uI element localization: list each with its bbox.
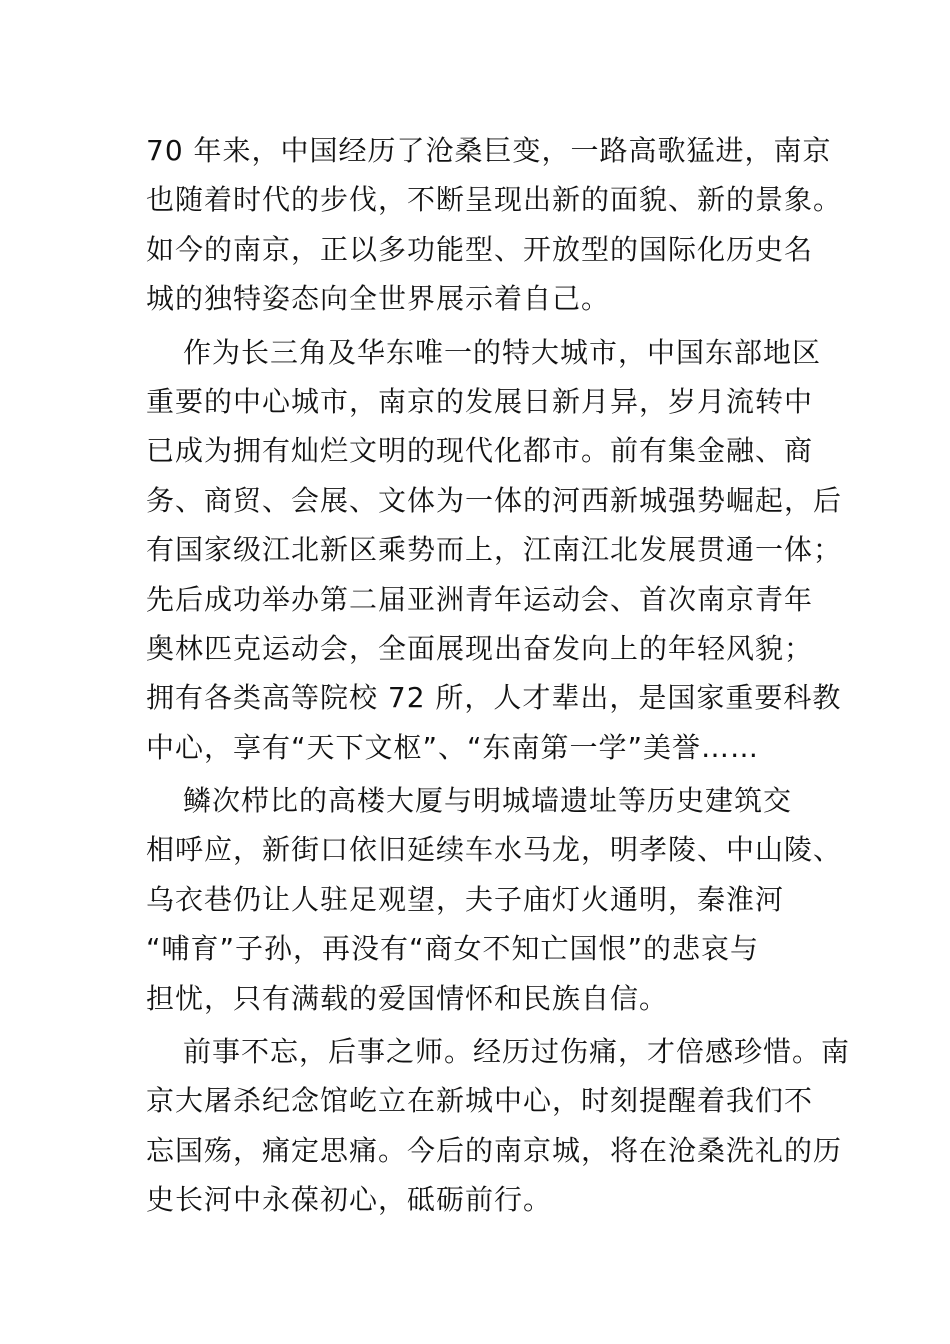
text-line: 重要的中心城市，南京的发展日新月异，岁月流转中 bbox=[146, 384, 814, 418]
text-line: “哺育”子孙，再没有“商女不知亡国恨”的悲哀与 bbox=[146, 932, 760, 966]
text-line: 也随着时代的步伐，不断呈现出新的面貌、新的景象。 bbox=[146, 183, 843, 217]
text-line: 前事不忘，后事之师。经历过伤痛，才倍感珍惜。南 bbox=[183, 1035, 851, 1069]
text-line: 中心，享有“天下文枢”、“东南第一学”美誉…… bbox=[146, 730, 760, 764]
text-line: 拥有各类高等院校 72 所，人才辈出，是国家重要科教 bbox=[146, 681, 842, 715]
text-line: 作为长三角及华东唯一的特大城市，中国东部地区 bbox=[183, 335, 822, 369]
document-body bbox=[146, 126, 851, 1229]
text-line: 有国家级江北新区乘势而上，江南江北发展贯通一体； bbox=[146, 533, 843, 567]
paragraph-2 bbox=[146, 328, 843, 773]
text-line: 已成为拥有灿烂文明的现代化都市。前有集金融、商 bbox=[146, 434, 814, 468]
text-line: 先后成功举办第二届亚洲青年运动会、首次南京青年 bbox=[146, 582, 814, 616]
text-line: 担忧，只有满载的爱国情怀和民族自信。 bbox=[146, 981, 669, 1015]
text-line: 鳞次栉比的高楼大厦与明城墙遗址等历史建筑交 bbox=[183, 784, 793, 818]
text-line: 乌衣巷仍让人驻足观望，夫子庙灯火通明，秦淮河 bbox=[146, 882, 785, 916]
text-line: 城的独特姿态向全世界展示着自己。 bbox=[146, 282, 611, 316]
text-line: 相呼应，新街口依旧延续车水马龙，明孝陵、中山陵、 bbox=[146, 833, 843, 867]
text-line: 如今的南京，正以多功能型、开放型的国际化历史名 bbox=[146, 232, 814, 266]
text-line: 史长河中永葆初心，砥砺前行。 bbox=[146, 1183, 553, 1217]
text-line: 务、商贸、会展、文体为一体的河西新城强势崛起，后 bbox=[146, 483, 843, 517]
text-line: 奥林匹克运动会，全面展现出奋发向上的年轻风貌； bbox=[146, 631, 814, 665]
paragraph-3 bbox=[146, 776, 843, 1023]
text-line: 70 年来，中国经历了沧桑巨变，一路高歌猛进，南京 bbox=[146, 134, 832, 167]
paragraph-4 bbox=[146, 1027, 851, 1225]
text-line: 忘国殇，痛定思痛。今后的南京城，将在沧桑洗礼的历 bbox=[146, 1133, 843, 1167]
paragraph-1 bbox=[146, 126, 843, 324]
text-line: 京大屠杀纪念馆屹立在新城中心，时刻提醒着我们不 bbox=[146, 1084, 814, 1118]
